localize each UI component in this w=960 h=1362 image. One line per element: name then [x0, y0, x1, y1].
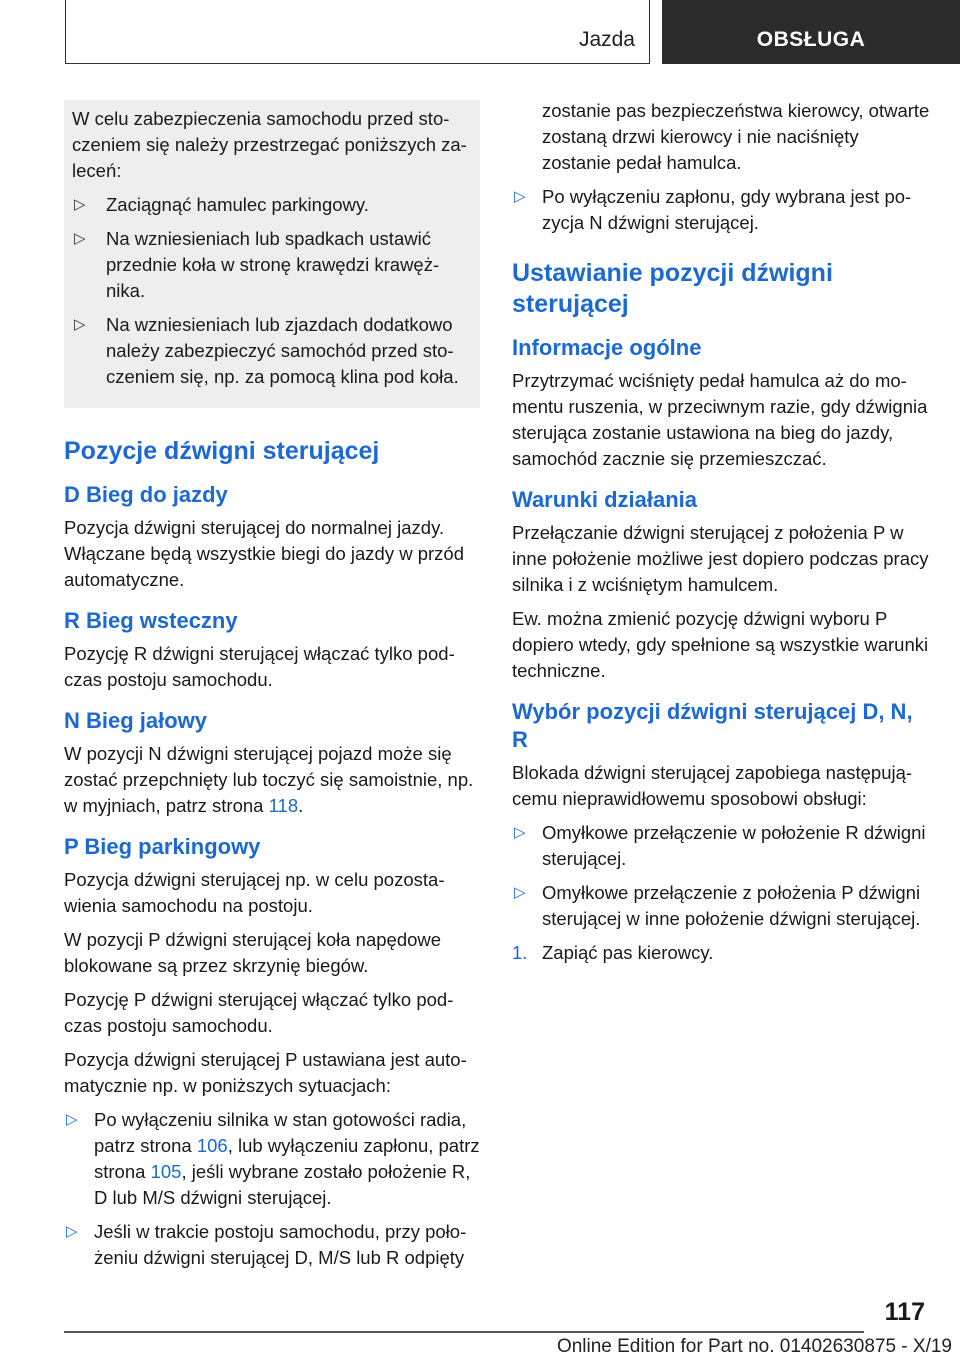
- subsection-title-p: P Bieg parkingowy: [64, 834, 261, 859]
- section-title: Ustawianie pozycji dźwigni sterującej: [512, 259, 833, 318]
- triangle-bullet-icon: ▷: [66, 1111, 78, 1128]
- list-item: ▷ Omyłkowe przełączenie z położenia P dźwigni sterującej w inne położenie dźwigni sterującej.: [514, 882, 921, 929]
- step-item: 1. Zapiąć pas kierowcy.: [512, 940, 932, 966]
- situation-list-continued: [512, 98, 932, 236]
- list-item: zostanie pas bezpieczeństwa kierowcy, otwarte zostaną drzwi kierowcy i nie naciśnięty zostanie pedał hamulca.: [542, 100, 930, 173]
- paragraph: Pozycję R dźwigni sterującej włączać tylko podczas postoju samochodu.: [64, 643, 455, 690]
- section-title: Pozycje dźwigni sterującej: [64, 437, 380, 465]
- triangle-bullet-icon: ▷: [66, 1223, 78, 1240]
- paragraph: W pozycji N dźwigni sterującej pojazd może się zostać przepchnięty lub toczyć się samoistnie, np. w myjniach, patrz strona 118.: [64, 743, 474, 816]
- subsection-title-n: N Bieg jałowy: [64, 708, 208, 733]
- paragraph: Ew. można zmienić pozycję dźwigni wyboru P dopiero wtedy, gdy spełnione są wszystkie warunki techniczne.: [512, 608, 929, 681]
- steps-list: [512, 940, 932, 966]
- misuse-list: [512, 820, 932, 932]
- note-intro: W celu zabezpieczenia samochodu przed stoczeniem się należy przestrzegać poniższych zaleceń:: [72, 108, 467, 181]
- header-frame: [65, 0, 650, 64]
- page-number: 117: [884, 1298, 925, 1326]
- triangle-bullet-icon: ▷: [74, 230, 86, 247]
- note-box: [64, 100, 480, 408]
- paragraph: Przytrzymać wciśnięty pedał hamulca aż do momentu ruszenia, w przeciwnym razie, gdy dźwignia sterująca zostanie ustawiona na bieg do jazdy, samochód zacznie się przemieszczać.: [512, 370, 928, 469]
- header-chapter-tab: OBSŁUGA: [662, 0, 960, 64]
- subsection-title-conditions: Warunki działania: [512, 487, 698, 512]
- triangle-bullet-icon: ▷: [514, 824, 526, 841]
- list-item: ▷ Po wyłączeniu zapłonu, gdy wybrana jest pozycja N dźwigni sterującej.: [514, 186, 912, 233]
- right-column: [512, 98, 932, 974]
- paragraph: Przełączanie dźwigni sterującej z położenia P w inne położenie możliwe jest dopiero podczas pracy silnika i z wciśniętym hamulcem.: [512, 522, 929, 595]
- left-column: [64, 100, 480, 1279]
- triangle-bullet-icon: ▷: [74, 196, 86, 213]
- note-list: [72, 192, 468, 390]
- list-item: ▷ Zaciągnąć hamulec parkingowy.: [72, 192, 468, 218]
- paragraph: W pozycji P dźwigni sterującej koła napędowe blokowane są przez skrzynię biegów.: [64, 929, 442, 976]
- list-item: ▷ Po wyłączeniu silnika w stan gotowości radia, patrz strona 106, lub wyłączeniu zapłonu, patrz strona 105, jeśli wybrane zostało położenie R, D lub M/S dźwigni sterującej.: [66, 1109, 480, 1208]
- step-number: 1.: [512, 942, 528, 963]
- paragraph: Pozycja dźwigni sterującej np. w celu pozostawienia samochodu na postoju.: [64, 869, 445, 916]
- subsection-title-info: Informacje ogólne: [512, 335, 702, 360]
- footer-divider: [64, 1331, 864, 1333]
- triangle-bullet-icon: ▷: [514, 188, 526, 205]
- page-link[interactable]: 118: [268, 795, 299, 816]
- triangle-bullet-icon: ▷: [514, 884, 526, 901]
- subsection-title-d: D Bieg do jazdy: [64, 482, 228, 507]
- paragraph: Pozycja dźwigni sterującej P ustawiana jest automatycznie np. w poniższych sytuacjach:: [64, 1049, 467, 1096]
- triangle-bullet-icon: ▷: [74, 316, 86, 333]
- subsection-title-selection: Wybór pozycji dźwigni sterującej D, N, R: [512, 699, 913, 752]
- footer-text: Online Edition for Part no. 01402630875 - X/19: [556, 1336, 952, 1357]
- page-link[interactable]: 106: [196, 1135, 228, 1156]
- situation-list: [64, 1107, 480, 1271]
- paragraph: Blokada dźwigni sterującej zapobiega następującemu nieprawidłowemu sposobowi obsługi:: [512, 762, 913, 809]
- page-link[interactable]: 105: [150, 1161, 182, 1182]
- paragraph: Pozycja dźwigni sterującej do normalnej jazdy. Włączane będą wszystkie biegi do jazdy w przód automatyczne.: [64, 517, 464, 590]
- header-section-title: Jazda: [578, 28, 635, 51]
- list-item: ▷ Na wzniesieniach lub spadkach ustawić przednie koła w stronę krawędzi krawężnika.: [74, 228, 440, 301]
- paragraph: Pozycję P dźwigni sterującej włączać tylko podczas postoju samochodu.: [64, 989, 454, 1036]
- list-item: ▷ Na wzniesieniach lub zjazdach dodatkowo należy zabezpieczyć samochód przed stoczeniem się, np. za pomocą klina pod koła.: [74, 314, 459, 387]
- subsection-title-r: R Bieg wsteczny: [64, 608, 238, 633]
- list-item: ▷ Jeśli w trakcie postoju samochodu, przy położeniu dźwigni sterującej D, M/S lub R odpięty: [66, 1221, 467, 1268]
- list-item: ▷ Omyłkowe przełączenie w położenie R dźwigni sterującej.: [514, 822, 926, 869]
